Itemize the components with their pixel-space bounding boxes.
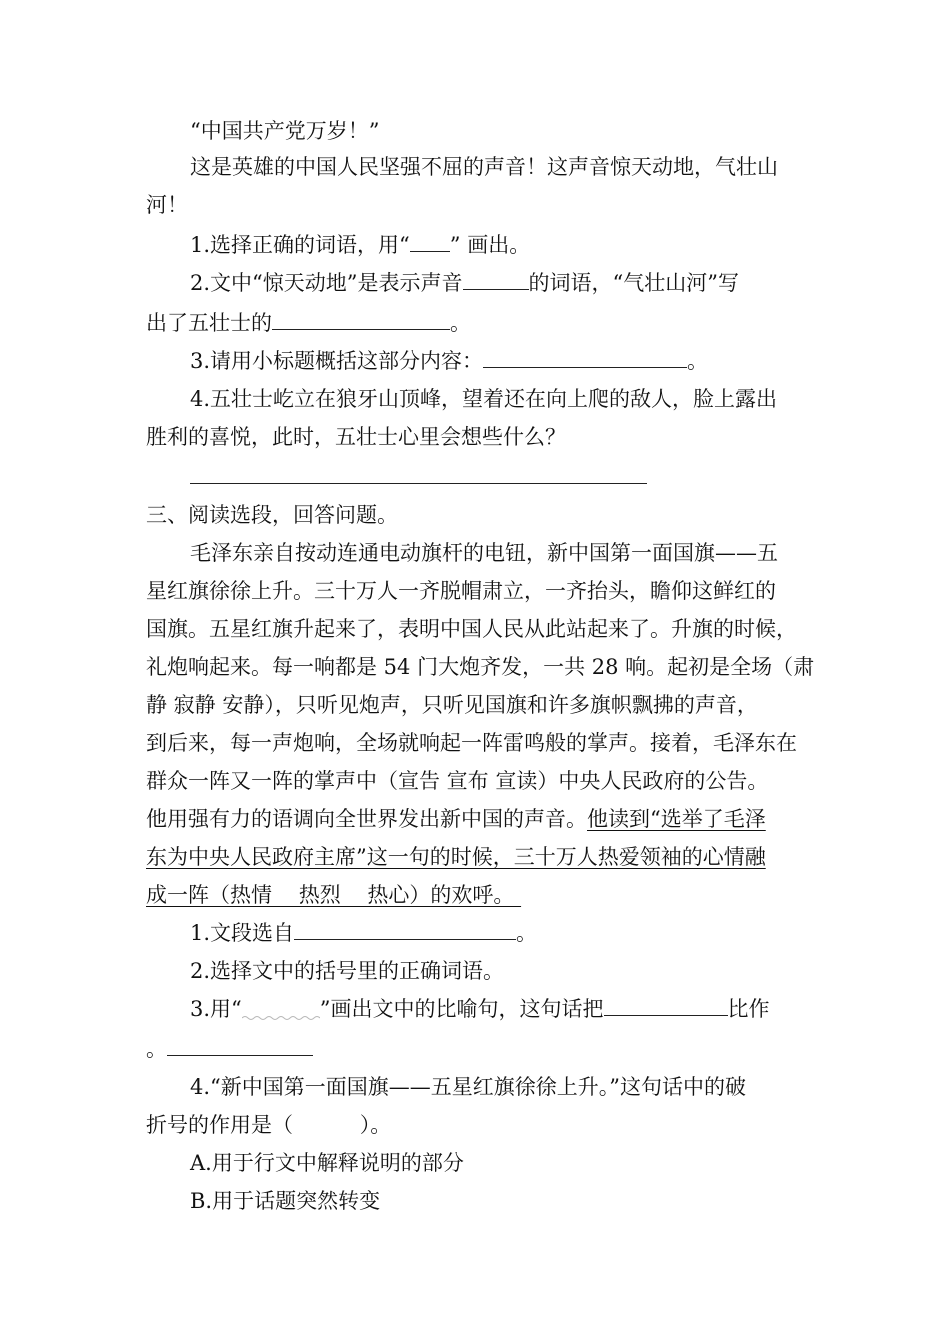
question-text: 。	[516, 921, 538, 945]
question-text: ”画出文中的比喻句，这句话把	[319, 997, 604, 1021]
question-4-cont: 胜利的喜悦，此时，五壮士心里会想些什么？	[146, 425, 566, 449]
option-a[interactable]: A.用于行文中解释说明的部分	[190, 1151, 464, 1175]
question-text: 出了五壮士的	[146, 311, 272, 335]
passage-line: 群众一阵又一阵的掌声中（宣告 宣布 宣读）中央人民政府的公告。	[146, 769, 769, 793]
answer-blank[interactable]	[272, 309, 450, 330]
section-heading: 三、阅读选段，回答问题。	[146, 503, 398, 527]
passage-line: 河！	[146, 193, 188, 217]
question-text: 。	[450, 311, 471, 335]
question-text: 3.用“	[190, 997, 242, 1021]
question-3	[190, 994, 770, 1024]
underlined-sentence: 东为中央人民政府主席”这一句的时候，三十万人热爱领袖的心情融	[146, 845, 766, 869]
option-b[interactable]: B.用于话题突然转变	[190, 1189, 381, 1213]
question-text: 1.文段选自	[190, 921, 295, 945]
question-2-cont	[146, 308, 471, 338]
question-1	[190, 918, 537, 948]
question-text: 。	[146, 1037, 167, 1061]
question-text: 比作	[727, 997, 770, 1021]
question-4-cont: 折号的作用是（ ）。	[146, 1113, 392, 1137]
answer-line[interactable]	[190, 483, 647, 484]
passage-line: 这是英雄的中国人民坚强不屈的声音！这声音惊天动地，气壮山	[190, 155, 778, 179]
question-text: 1.选择正确的词语，用“	[190, 233, 410, 257]
question-2	[190, 268, 739, 298]
wavy-underline-sample	[242, 996, 320, 1016]
answer-blank[interactable]	[294, 919, 516, 940]
underlined-sentence: 成一阵（热情 热烈 热心）的欢呼。	[146, 883, 522, 907]
quote-line: “中国共产党万岁！”	[190, 119, 380, 143]
question-3	[190, 346, 708, 376]
passage-line: 静 寂静 安静），只听见炮声，只听见国旗和许多旗帜飘拂的声音，	[146, 693, 758, 717]
question-3-cont	[146, 1034, 313, 1064]
passage-line: 礼炮响起来。每一响都是 54 门大炮齐发，一共 28 响。起初是全场（肃	[146, 655, 815, 679]
answer-blank[interactable]	[604, 995, 728, 1016]
question-4: 4.“新中国第一面国旗——五星红旗徐徐上升。”这句话中的破	[190, 1075, 747, 1099]
question-2: 2.选择文中的括号里的正确词语。	[190, 959, 505, 983]
question-4: 4.五壮士屹立在狼牙山顶峰，望着还在向上爬的敌人，脸上露出	[190, 387, 778, 411]
question-text: 3.请用小标题概括这部分内容：	[190, 349, 484, 373]
answer-blank[interactable]	[463, 269, 529, 290]
question-text: 。	[687, 349, 709, 373]
answer-blank[interactable]	[483, 347, 687, 368]
passage-line: 星红旗徐徐上升。三十万人一齐脱帽肃立，一齐抬头，瞻仰这鲜红的	[146, 579, 776, 603]
question-text: 的词语，“气壮山河”写	[528, 271, 739, 295]
passage-line: 毛泽东亲自按动连通电动旗杆的电钮，新中国第一面国旗——五	[190, 541, 778, 565]
passage-line: 国旗。五星红旗升起来了，表明中国人民从此站起来了。升旗的时候，	[146, 617, 797, 641]
answer-blank[interactable]	[167, 1035, 313, 1056]
underlined-sentence: 他读到“选举了毛泽	[587, 807, 766, 831]
passage-line	[146, 804, 766, 834]
passage-line: 到后来，每一声炮响，全场就响起一阵雷鸣般的掌声。接着，毛泽东在	[146, 731, 797, 755]
question-text: ” 画出。	[449, 233, 531, 257]
question-1	[190, 230, 530, 260]
passage-text: 他用强有力的语调向全世界发出新中国的声音。	[146, 807, 587, 831]
question-text: 2.文中“惊天动地”是表示声音	[190, 271, 463, 295]
underline-sample	[410, 231, 450, 252]
